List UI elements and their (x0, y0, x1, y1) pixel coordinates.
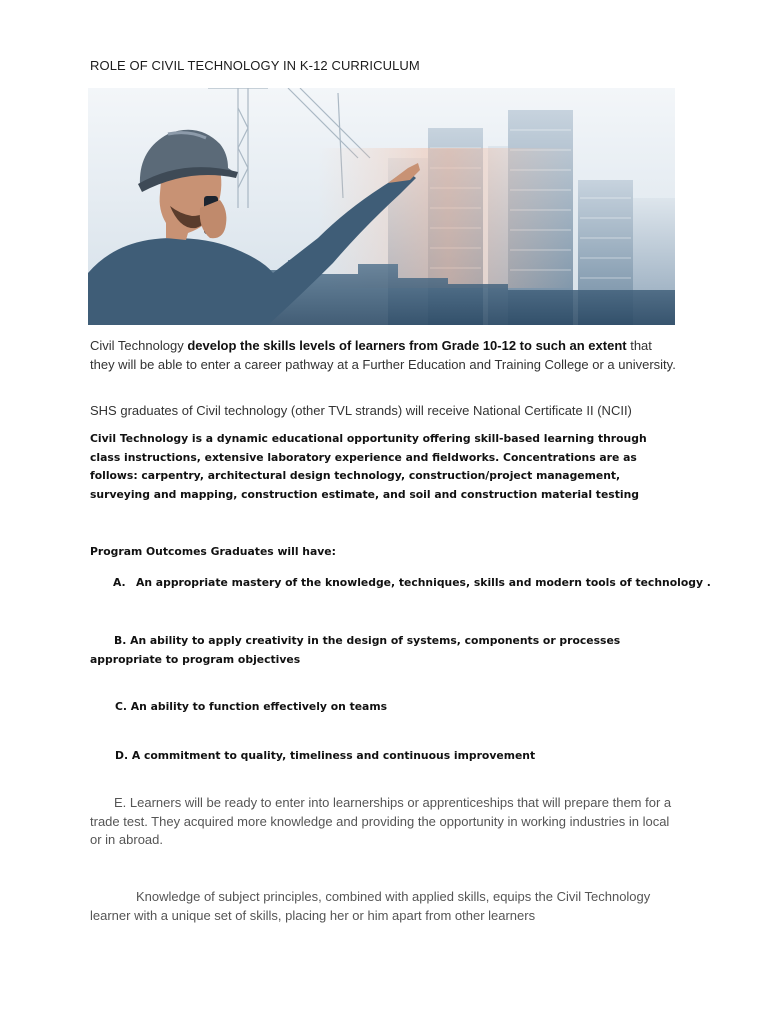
knowledge-paragraph: Knowledge of subject principles, combined with applied skills, equips the Civil Technology learner with a unique set of skills, placing her or him apart from other learners (90, 889, 651, 923)
construction-worker-photo (88, 88, 675, 325)
outcome-d: D. A commitment to quality, timeliness and continuous improvement (115, 749, 536, 762)
outcome-a-letter: A. (113, 576, 126, 589)
description-paragraph: Civil Technology is a dynamic educational opportunity offering skill-based learning through class instructions, extensive laboratory experience and fieldworks. Concentrations are as follows: carpentry, architectural design technology, construction/project management, surveying and mapping, construction estimate, and soil and construction material testing (90, 432, 647, 501)
outcome-b: B. An ability to apply creativity in the design of systems, components or processes appropriate to program objectives (90, 634, 621, 666)
intro-lead: Civil Technology (90, 338, 188, 353)
hero-illustration (88, 88, 675, 325)
outcome-a (113, 573, 711, 592)
intro-paragraph (90, 337, 680, 374)
intro-rest: that they will be able to enter a career pathway at a Further Education and Training College or a university. (90, 338, 676, 372)
ncii-paragraph: SHS graduates of Civil technology (other TVL strands) will receive National Certificate II (NCII) (90, 403, 632, 418)
outcome-e-paragraph: E. Learners will be ready to enter into learnerships or apprenticeships that will prepare them for a trade test. They acquired more knowledge and providing the opportunity in working industries in local or in abroad. (90, 795, 672, 847)
outcome-c: C. An ability to function effectively on teams (115, 700, 388, 713)
outcome-a-text: An appropriate mastery of the knowledge, techniques, skills and modern tools of technology . (136, 576, 711, 589)
intro-emphasis: develop the skills levels of learners from Grade 10-12 to such an extent (187, 338, 627, 353)
document-title: ROLE OF CIVIL TECHNOLOGY IN K-12 CURRICULUM (90, 58, 420, 73)
outcomes-heading: Program Outcomes Graduates will have: (90, 545, 336, 558)
